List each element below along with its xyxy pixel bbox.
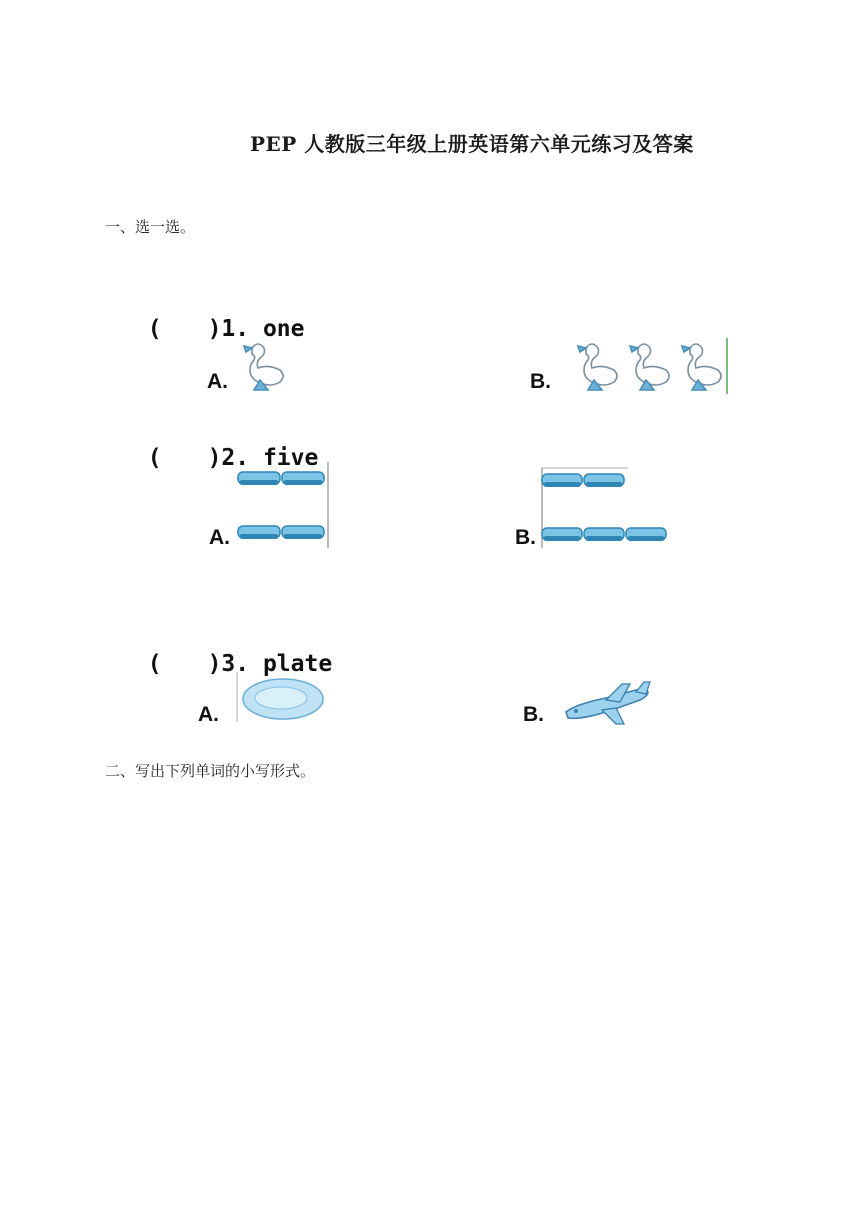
- eraser-icon-a4: [282, 526, 324, 539]
- airplane-icon: [562, 680, 656, 726]
- answer-blank-open-paren: (: [147, 651, 162, 677]
- option-3a-label: A.: [198, 703, 219, 726]
- eraser-icon-a1: [238, 472, 280, 485]
- question-2-text: )2. five: [207, 445, 319, 471]
- goose-icon: [238, 338, 298, 396]
- goose-drawing: [244, 344, 283, 390]
- question-1: [120, 290, 305, 342]
- option-1b-label: B.: [530, 370, 551, 393]
- eraser-icon-b2: [584, 474, 624, 487]
- eraser-icon-b1: [542, 474, 582, 487]
- answer-blank-open-paren: (: [147, 445, 162, 471]
- four-erasers-icon: [238, 462, 333, 550]
- eraser-icon-a3: [238, 526, 280, 539]
- eraser-icon-a2: [282, 472, 324, 485]
- section-heading-choose: 一、选一选。: [105, 218, 196, 236]
- question-3: [120, 625, 332, 677]
- answer-blank-open-paren: (: [147, 316, 162, 342]
- eraser-icon-b5: [626, 528, 666, 541]
- plate-icon: [235, 672, 327, 724]
- document-title: PEP 人教版三年级上册英语第六单元练习及答案: [250, 132, 694, 156]
- five-erasers-icon: [540, 468, 672, 550]
- eraser-icon-b3: [542, 528, 582, 541]
- option-1a-label: A.: [207, 370, 228, 393]
- goose-drawing-2: [630, 344, 669, 390]
- option-2b-label: B.: [515, 526, 536, 549]
- three-geese-icon: [572, 338, 732, 396]
- option-2a-label: A.: [209, 526, 230, 549]
- eraser-icon-b4: [584, 528, 624, 541]
- section-heading-lowercase: 二、写出下列单词的小写形式。: [105, 762, 316, 780]
- question-3-text: )3. plate: [207, 651, 333, 677]
- question-1-text: )1. one: [207, 316, 305, 342]
- option-3b-label: B.: [523, 703, 544, 726]
- goose-drawing-1: [578, 344, 617, 390]
- goose-drawing-3: [682, 344, 721, 390]
